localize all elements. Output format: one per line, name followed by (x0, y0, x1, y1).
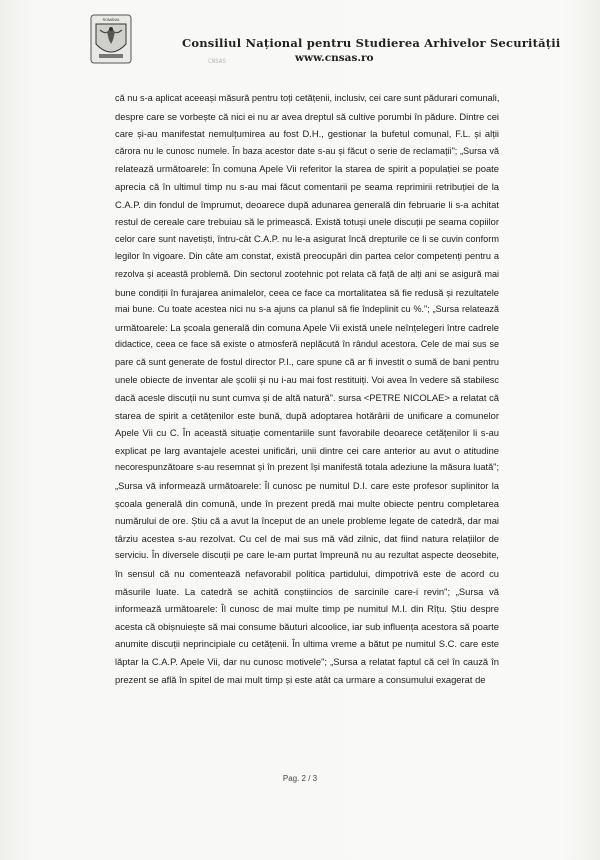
text-line: starea de spirit a cetățenilor este bună, după adoptarea hotărârii de unificare a comunelor (115, 409, 499, 421)
svg-text:ROMÂNIA: ROMÂNIA (102, 18, 120, 22)
text-line: pare că sunt generate de fostul director P.I., care spune că ar fi investit o sumă de bani pentru (115, 356, 499, 367)
text-line: lăptar la C.A.P. Apele Vii, dar nu cunosc motivele"; „Sursa a relatat faptul că cel în cauză în (115, 656, 499, 667)
letterhead (90, 14, 561, 72)
page-number: Pag. 2 / 3 (282, 774, 318, 783)
text-line: necorespunzătoare s-au resemnat și în prezent își manifestă totala adeziune la măsura luată"; (115, 462, 499, 473)
text-line: târziu acestea s-au rezolvat. Cu cel de mai sus mă văd zilnic, dat fiind natura relațiilor de (115, 532, 499, 544)
text-line: serviciu. În diversele discuții pe care le-am purtat împreună nu au rezultat aspecte deosebite, (115, 550, 499, 561)
organization-url: www.cnsas.ro (295, 52, 374, 64)
text-line: informează următoarele: Îl cunosc de mai multe timp pe numitul M.I. din Rîțu. Știu despre (115, 603, 499, 615)
text-line: care și-au manifestat nemulțumirea au fost D.H., gestionar la bufetul comunal, F.L. și alții (115, 128, 499, 140)
text-line: relatează următoarele: În comuna Apele Vii referitor la starea de spirit a populației se poate (115, 163, 499, 175)
text-line: aprecia că în ultimul timp nu s-au mai făcut comentarii pe seama reprimirii retribuției de la (115, 180, 499, 192)
text-line: că nu s-a aplicat aceeași măsură pentru toți cetățenii, inclusiv, cei care sunt pădurari comunali, (115, 93, 500, 103)
text-line: explicat pe larg avantajele acestei unificări, unii dintre cei care anterior au avut o atitudine (115, 444, 499, 456)
text-line: restul de cereale care trebuiau să le primească. Există totuși unele discuții pe seama copiilor (115, 216, 499, 228)
faint-stamp: CNSAS (208, 58, 227, 65)
text-line: „Sursa vă informează următoarele: Îl cunosc pe numitul D.I. care este profesor suplinitor la (115, 480, 499, 492)
text-line: rezolva și această problemă. Din sectorul zootehnic pot relata că față de alți ani se asigură mai (115, 268, 499, 279)
organization-title: Consiliul Național pentru Studierea Arhivelor Securității (182, 36, 561, 50)
text-line: dacă acesle discuții nu sunt cumva și de altă natură". sursa <PETRE NICOLAE> a relatat că (115, 392, 499, 404)
text-line: celor care sunt navetiști, întru-cât C.A.P. nu le-a asigurat încă drepturile ce li se cuvin conform (115, 233, 499, 244)
text-line: mai bune. Cu toate acestea nici nu s-a ajuns ca planul să fie îndeplinit cu %."; „Sursa relatează (115, 304, 499, 315)
text-line: despre care se vorbește că nici ei nu ar avea dreptul să cultive porumbi în pădure. Dintre cei (115, 110, 499, 122)
text-line: acesta că obișnuiește să mai consume băuturi alcoolice, iar sub influența acestora să poarte (115, 620, 499, 632)
text-line: C.A.P. din fondul de împrumut, deoarece după adunarea generală din februarie li s-a achitat (115, 198, 499, 210)
text-line: prezent se află în spitel de mai mult timp și este atât ca urmare a consumului exagerat de (115, 673, 486, 685)
text-line: unele obiecte de inventar ale școlii și nu i-au mai fost restituiți. Voi avea în vedere să stabilesc (115, 374, 499, 385)
text-line: didactice, ceea ce face să existe o atmosferă neplăcută în rândul acestora. Cele de mai sus se (115, 339, 499, 350)
text-line: numărului de ore. Știu că a avut la început de an unele probleme legate de catedră, dar mai (115, 515, 499, 527)
text-line: anumite discuții neprincipiale cu cetățenii. În ultima vreme a bătut pe numitul S.C. care este (115, 638, 499, 650)
text-line: Apele Vii cu C. În această situație comentariile sunt favorabile deoarece cetățenilor li s-au (115, 427, 499, 439)
text-line: cărora nu le cunosc numele. În baza acestor date s-au și făcut o serie de reclamații"; „Sursa vă (115, 145, 499, 156)
text-line: legilor în vigoare. Din câte am constat, există preocupări din partea celor competenți pentru a (115, 251, 499, 262)
text-line: școala generală din comună, unde în prezent predă mai multe obiecte pentru completarea (115, 497, 499, 509)
text-line: bune condiții în furajarea animalelor, ceea ce face ca mortalitatea să fie redusă și rezultatele (115, 286, 499, 298)
document-body (115, 90, 499, 688)
text-line: în sensul că nu comentează nefavorabil politica partidului, dimpotrivă este de acord cu (115, 568, 499, 580)
romania-coat-of-arms-logo (90, 14, 132, 64)
text-line: măsurile luate. La catedră se achită conștiincios de sarcinile care-i revin"; „Sursa vă (115, 585, 499, 597)
text-line: următoarele: La școala generală din comuna Apele Vii există unele neînțelegeri între cadrele (115, 321, 499, 333)
